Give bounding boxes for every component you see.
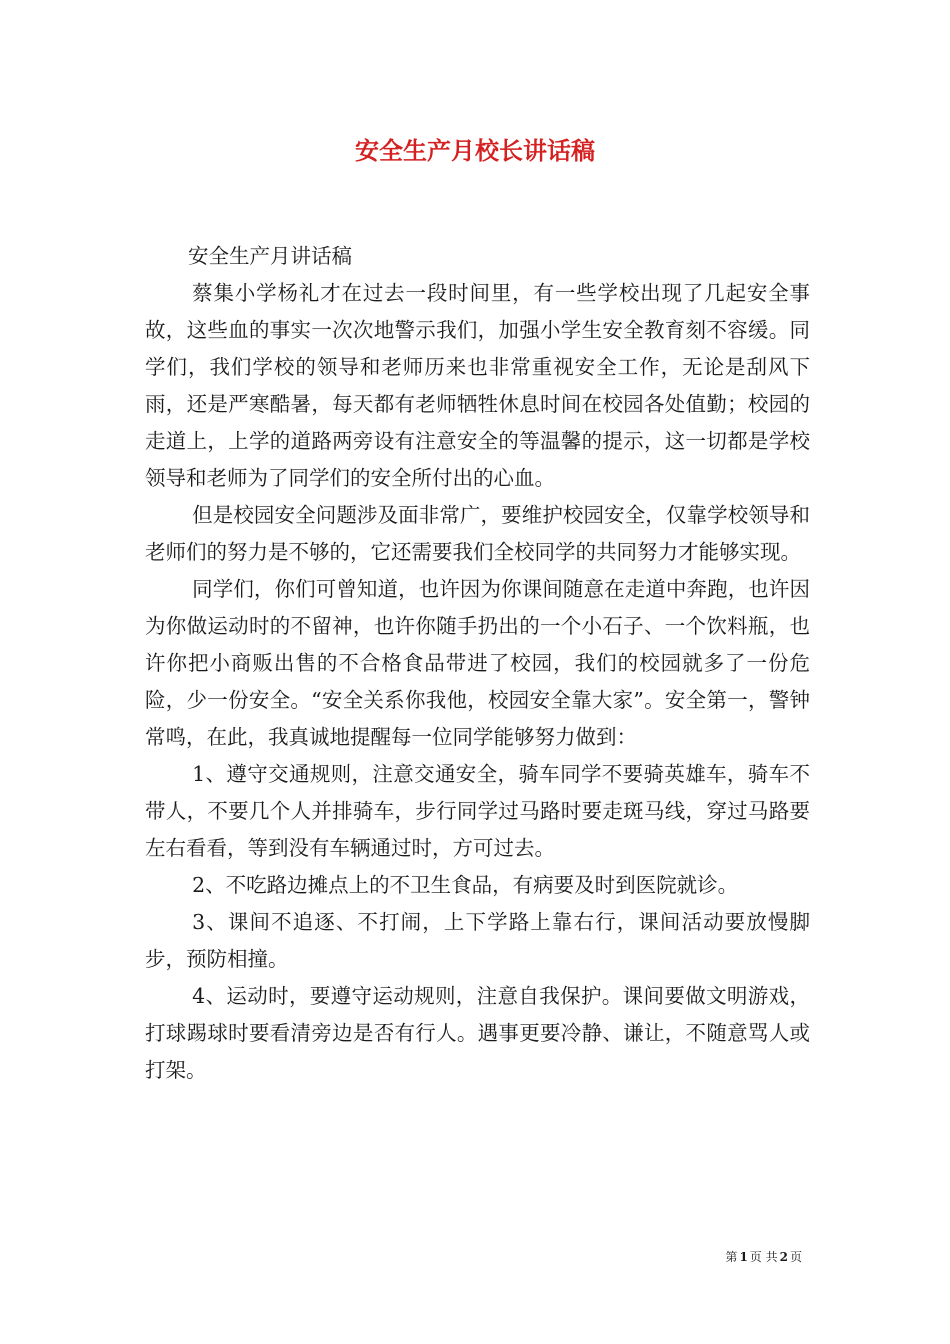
footer-middle: 页 共 <box>749 1250 778 1264</box>
rule-item-4: 4、运动时，要遵守运动规则，注意自我保护。课间要做文明游戏，打球踢球时要看清旁边是否有行人。遇事更要冷静、谦让，不随意骂人或打架。 <box>145 984 810 1082</box>
page-number-footer <box>725 1249 802 1265</box>
rule-item-1: 1、遵守交通规则，注意交通安全，骑车同学不要骑英雄车，骑车不带人，不要几个人并排骑车，步行同学过马路时要走斑马线，穿过马路要左右看看，等到没有车辆通过时，方可过去。 <box>145 762 810 860</box>
footer-prefix: 第 <box>725 1250 738 1264</box>
paragraph-intro: 蔡集小学杨礼才在过去一段时间里，有一些学校出现了几起安全事故，这些血的事实一次次地警示我们，加强小学生安全教育刻不容缓。同学们，我们学校的领导和老师历来也非常重视安全工作，无论是刮风下雨，还是严寒酷暑，每天都有老师牺牲休息时间在校园各处值勤；校园的走道上，上学的道路两旁设有注意安全的等温馨的提示，这一切都是学校领导和老师为了同学们的安全所付出的心血。 <box>145 281 810 490</box>
document-body <box>145 238 810 1089</box>
rule-item-2: 2、不吃路边摊点上的不卫生食品，有病要及时到医院就诊。 <box>192 873 739 897</box>
footer-total-pages: 2 <box>779 1250 788 1264</box>
footer-suffix: 页 <box>789 1250 802 1264</box>
paragraph-reminder: 同学们，你们可曾知道，也许因为你课间随意在走道中奔跑，也许因为你做运动时的不留神，也许你随手扔出的一个小石子、一个饮料瓶，也许你把小商贩出售的不合格食品带进了校园，我们的校园就多了一份危险，少一份安全。“安全关系你我他，校园安全靠大家”。安全第一，警钟常鸣，在此，我真诚地提醒每一位同学能够努力做到： <box>145 577 810 749</box>
footer-current-page: 1 <box>739 1250 748 1264</box>
document-title: 安全生产月校长讲话稿 <box>355 136 595 165</box>
paragraph-campus-safety: 但是校园安全问题涉及面非常广，要维护校园安全，仅靠学校领导和老师们的努力是不够的，它还需要我们全校同学的共同努力才能够实现。 <box>145 503 810 564</box>
rule-item-3: 3、课间不追逐、不打闹，上下学路上靠右行，课间活动要放慢脚步，预防相撞。 <box>145 910 810 971</box>
document-subtitle: 安全生产月讲话稿 <box>188 244 353 268</box>
